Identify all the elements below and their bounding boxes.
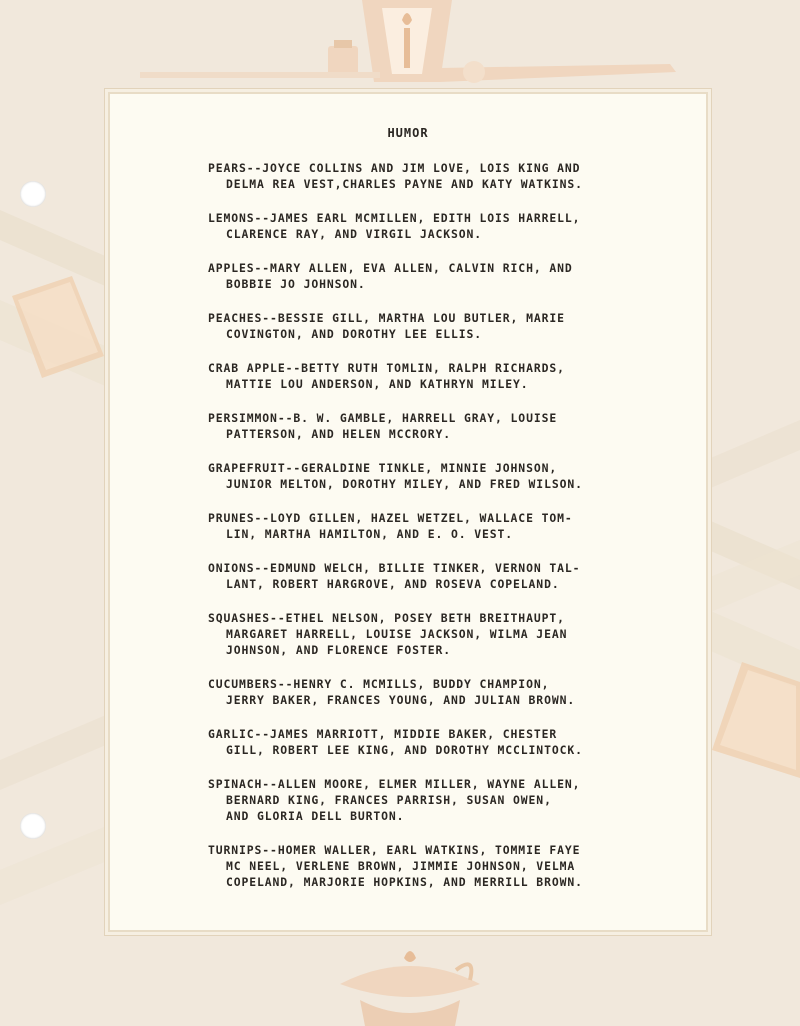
list-item	[208, 410, 618, 442]
entry-line: SQUASHES--ETHEL NELSON, POSEY BETH BREITHAUPT,	[208, 611, 565, 625]
entry-line: BOBBIE JO JOHNSON.	[226, 277, 366, 291]
page-title: HUMOR	[387, 126, 429, 140]
entry-line: COVINGTON, AND DOROTHY LEE ELLIS.	[226, 327, 483, 341]
list-item	[208, 842, 618, 890]
entry-line: MATTIE LOU ANDERSON, AND KATHRYN MILEY.	[226, 377, 529, 391]
entry-line: SPINACH--ALLEN MOORE, ELMER MILLER, WAYNE ALLEN,	[208, 777, 581, 791]
entry-line: CRAB APPLE--BETTY RUTH TOMLIN, RALPH RICHARDS,	[208, 361, 565, 375]
punch-hole-top	[20, 181, 46, 207]
entry-line: GRAPEFRUIT--GERALDINE TINKLE, MINNIE JOHNSON,	[208, 461, 558, 475]
list-item	[208, 160, 618, 192]
entry-line: COPELAND, MARJORIE HOPKINS, AND MERRILL BROWN.	[226, 875, 583, 889]
entry-line: LANT, ROBERT HARGROVE, AND ROSEVA COPELAND.	[226, 577, 560, 591]
entry-line: PATTERSON, AND HELEN MCCRORY.	[226, 427, 451, 441]
list-item	[208, 560, 618, 592]
entry-line: TURNIPS--HOMER WALLER, EARL WATKINS, TOMMIE FAYE	[208, 843, 581, 857]
entry-line: CUCUMBERS--HENRY C. MCMILLS, BUDDY CHAMPION,	[208, 677, 550, 691]
entry-line: AND GLORIA DELL BURTON.	[226, 809, 405, 823]
entry-line: MARGARET HARRELL, LOUISE JACKSON, WILMA JEAN	[226, 627, 568, 641]
list-item	[208, 210, 618, 242]
book-icon-right	[712, 662, 800, 778]
entry-line: GILL, ROBERT LEE KING, AND DOROTHY MCCLINTOCK.	[226, 743, 583, 757]
humor-list	[208, 160, 618, 908]
entry-line: DELMA REA VEST,CHARLES PAYNE AND KATY WATKINS.	[226, 177, 583, 191]
entry-line: BERNARD KING, FRANCES PARRISH, SUSAN OWEN,	[226, 793, 552, 807]
entry-line: PEACHES--BESSIE GILL, MARTHA LOU BUTLER, MARIE	[208, 311, 565, 325]
list-item	[208, 776, 618, 824]
oil-lamp-icon	[340, 951, 480, 1026]
entry-line: LEMONS--JAMES EARL MCMILLEN, EDITH LOIS HARRELL,	[208, 211, 581, 225]
list-item	[208, 676, 618, 708]
entry-line: MC NEEL, VERLENE BROWN, JIMMIE JOHNSON, VELMA	[226, 859, 576, 873]
entry-line: LIN, MARTHA HAMILTON, AND E. O. VEST.	[226, 527, 514, 541]
entry-line: PRUNES--LOYD GILLEN, HAZEL WETZEL, WALLACE TOM-	[208, 511, 573, 525]
list-item	[208, 460, 618, 492]
entry-line: APPLES--MARY ALLEN, EVA ALLEN, CALVIN RICH, AND	[208, 261, 573, 275]
entry-line: JOHNSON, AND FLORENCE FOSTER.	[226, 643, 451, 657]
entry-line: JUNIOR MELTON, DOROTHY MILEY, AND FRED WILSON.	[226, 477, 583, 491]
entry-line: ONIONS--EDMUND WELCH, BILLIE TINKER, VERNON TAL-	[208, 561, 581, 575]
list-item	[208, 360, 618, 392]
entry-line: GARLIC--JAMES MARRIOTT, MIDDIE BAKER, CHESTER	[208, 727, 558, 741]
entry-line: JERRY BAKER, FRANCES YOUNG, AND JULIAN BROWN.	[226, 693, 576, 707]
entry-line: PEARS--JOYCE COLLINS AND JIM LOVE, LOIS KING AND	[208, 161, 581, 175]
list-item	[208, 260, 618, 292]
entry-line: CLARENCE RAY, AND VIRGIL JACKSON.	[226, 227, 483, 241]
list-item	[208, 310, 618, 342]
list-item	[208, 726, 618, 758]
content-frame	[108, 92, 708, 932]
entry-line: PERSIMMON--B. W. GAMBLE, HARRELL GRAY, LOUISE	[208, 411, 558, 425]
keystone-torch-icon	[362, 0, 452, 82]
list-item	[208, 510, 618, 542]
punch-hole-bottom	[20, 813, 46, 839]
list-item	[208, 610, 618, 658]
